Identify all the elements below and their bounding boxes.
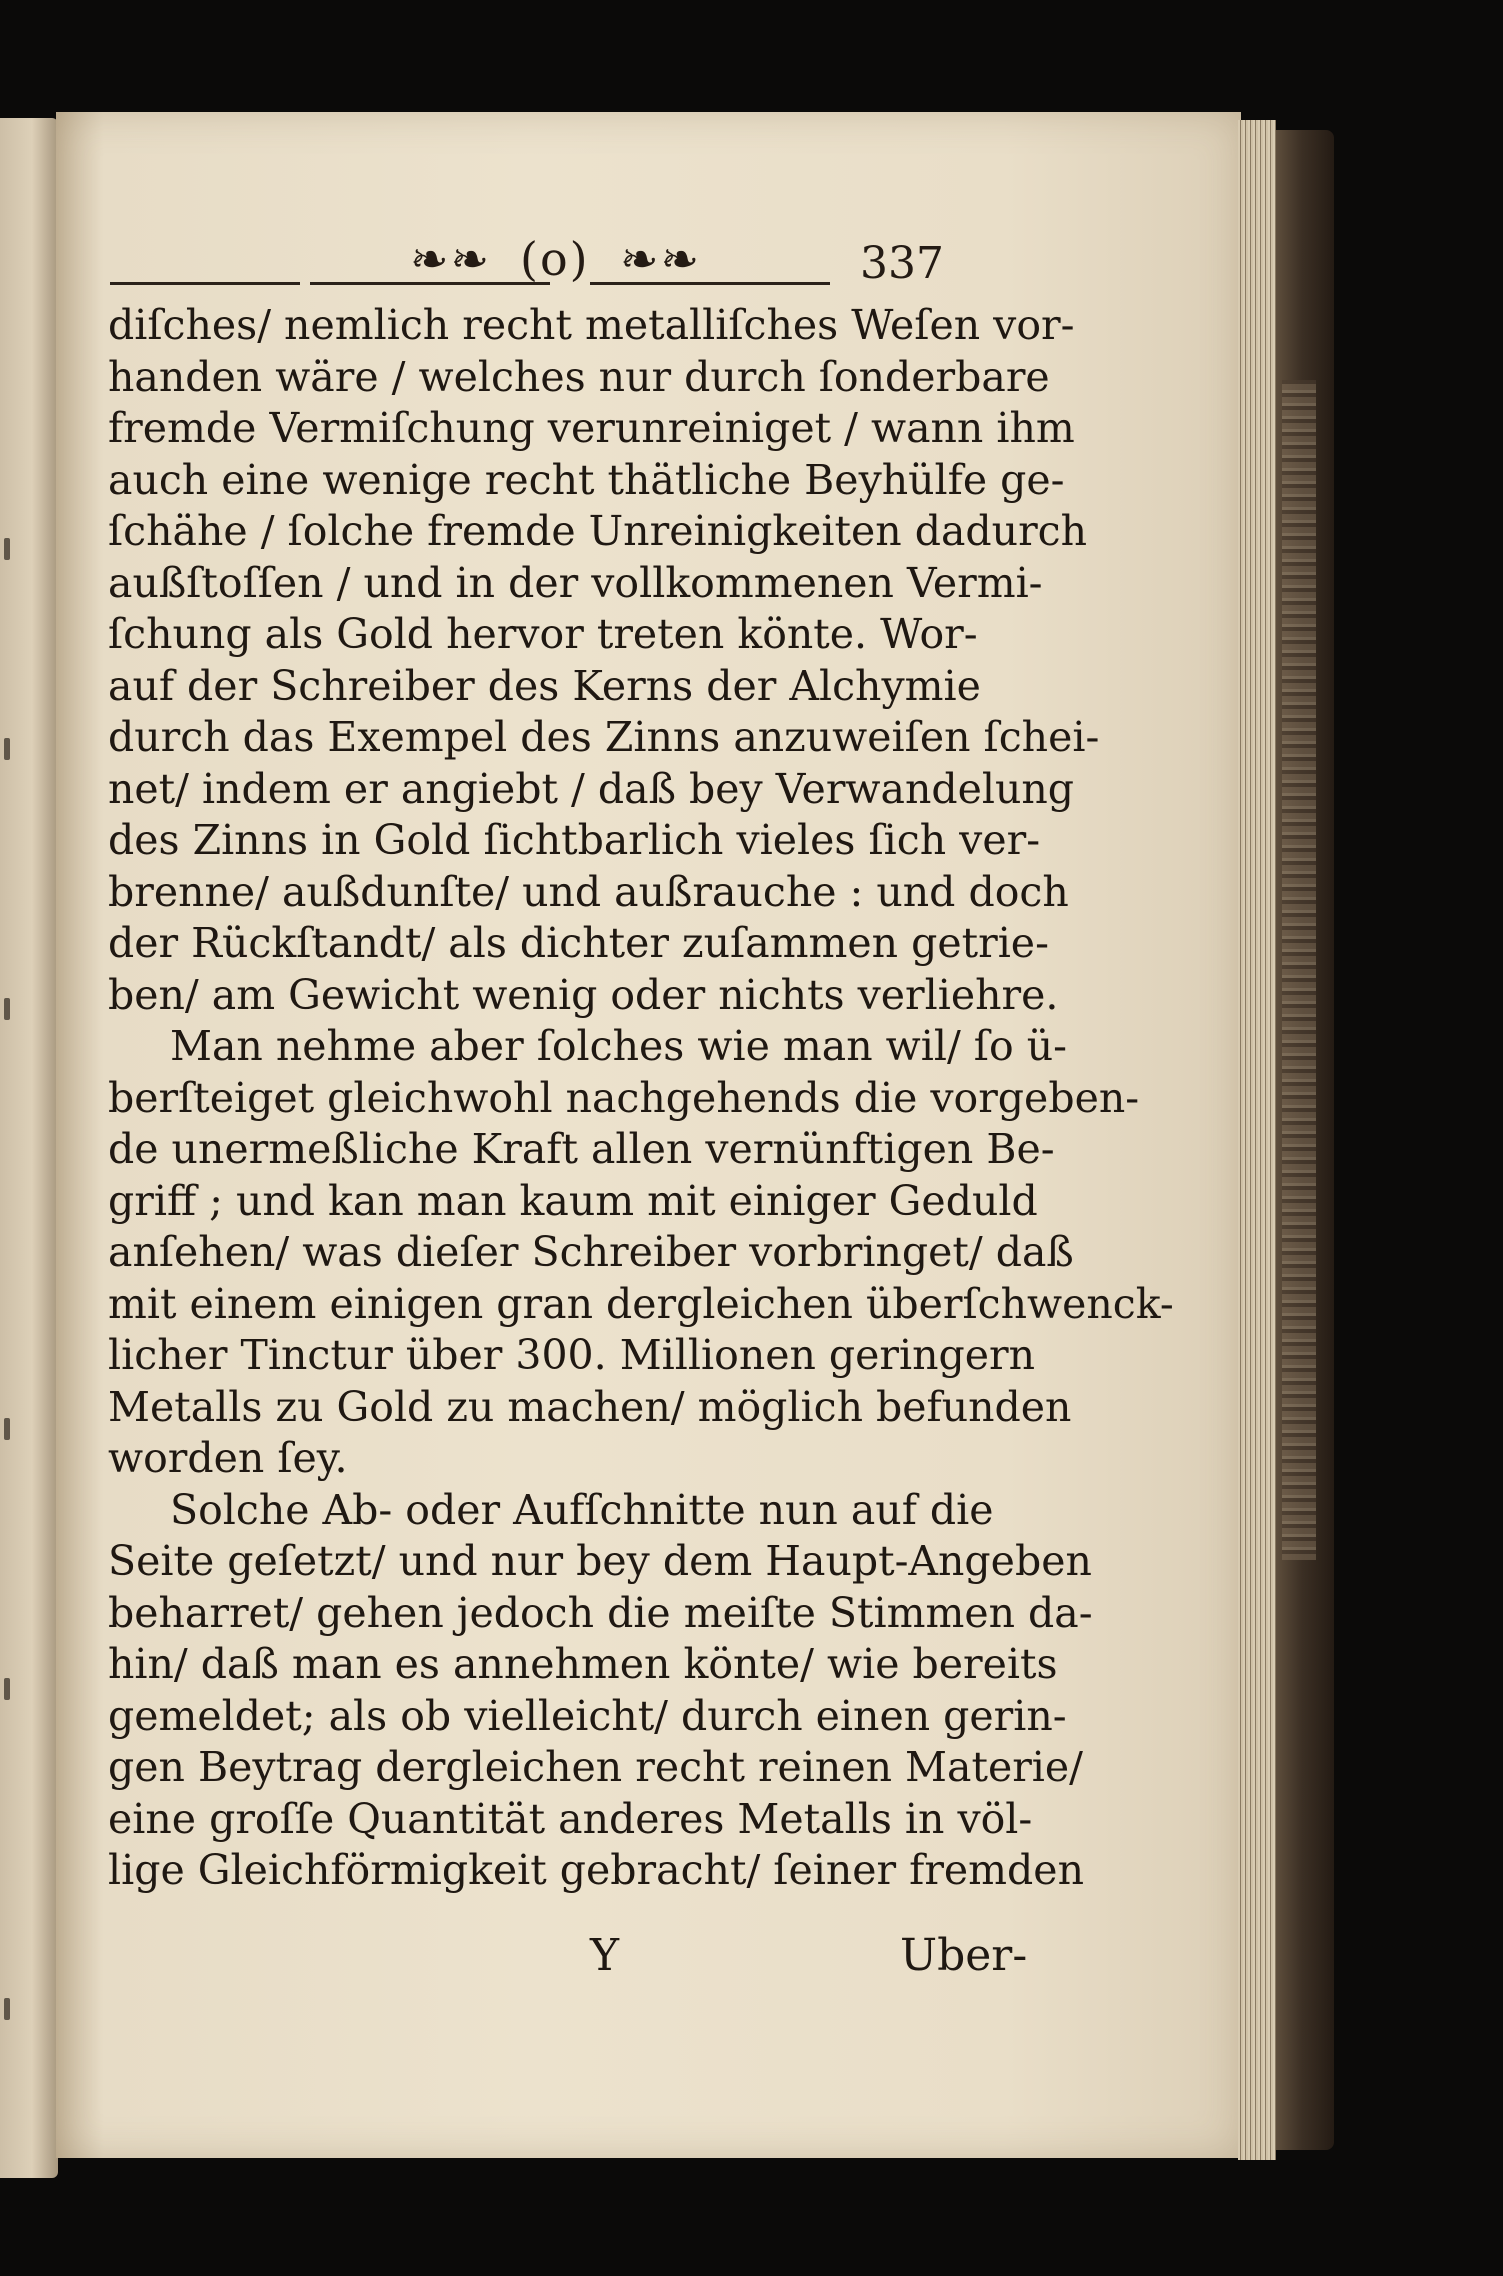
text-line: Metalls zu Gold zu machen/ möglich befunden bbox=[108, 1382, 1072, 1431]
facing-page-edge bbox=[0, 118, 58, 2178]
text-line: Seite geſetzt/ und nur bey dem Haupt-Angeben bbox=[108, 1537, 1092, 1585]
text-line: ſchung als Gold hervor treten könte. Wor- bbox=[108, 610, 978, 658]
facing-page-mark bbox=[4, 538, 10, 560]
header-ornament-left: ❧❧ bbox=[410, 232, 492, 286]
paragraph-start-line: Man nehme aber ſolches wie man wil/ ſo ü- bbox=[170, 1022, 1067, 1070]
text-line: außſtoſſen / und in der vollkommenen Vermi- bbox=[108, 558, 1043, 607]
text-line: handen wäre / welches nur durch ſonderbare bbox=[108, 352, 1050, 401]
text-line: brenne/ außdunſte/ und außrauche : und doch bbox=[108, 867, 1069, 916]
text-line: berſteiget gleichwohl nachgehends die vorgeben- bbox=[108, 1073, 1140, 1122]
text-line: diſches/ nemlich recht metalliſches Weſen vor- bbox=[108, 301, 1075, 349]
text-line: gen Beytrag dergleichen recht reinen Materie/ bbox=[108, 1743, 1083, 1791]
text-line: hin/ daß man es annehmen könte/ wie bereits bbox=[108, 1640, 1058, 1688]
text-line: beharret/ gehen jedoch die meiſte Stimmen da- bbox=[108, 1588, 1093, 1637]
text-line: net/ indem er angiebt / daß bey Verwandelung bbox=[108, 764, 1075, 813]
header-center-mark: (o) bbox=[520, 232, 590, 286]
page-stack-edge bbox=[1238, 120, 1276, 2160]
text-line: de unermeßliche Kraft allen vernünftigen Be- bbox=[108, 1125, 1055, 1173]
text-line: ſchähe / ſolche fremde Unreinigkeiten dadurch bbox=[108, 507, 1088, 555]
text-line: anſehen/ was dieſer Schreiber vorbringet/ daß bbox=[108, 1228, 1074, 1276]
paragraph-start-line: Solche Ab- oder Aufſchnitte nun auf die bbox=[170, 1485, 994, 1534]
facing-page-mark bbox=[4, 738, 10, 760]
text-line: ben/ am Gewicht wenig oder nichts verliehre. bbox=[108, 970, 1059, 1019]
text-line: der Rückſtandt/ als dichter zuſammen getrie- bbox=[108, 919, 1049, 967]
text-line: lige Gleichförmigkeit gebracht/ ſeiner fremden bbox=[108, 1846, 1084, 1894]
facing-page-mark bbox=[4, 1678, 10, 1700]
page-number: 337 bbox=[860, 238, 944, 289]
text-line: des Zinns in Gold ſichtbarlich vieles ſich ver- bbox=[108, 816, 1041, 864]
facing-page-mark bbox=[4, 1418, 10, 1440]
catchword: Uber- bbox=[900, 1930, 1028, 1981]
body-text bbox=[108, 300, 1174, 1897]
spine-wear bbox=[1282, 380, 1316, 1560]
text-line: auch eine wenige recht thätliche Beyhülfe ge- bbox=[108, 455, 1065, 504]
text-line: worden ſey. bbox=[108, 1434, 348, 1482]
text-line: mit einem einigen gran dergleichen überſchwenck- bbox=[108, 1279, 1174, 1328]
text-line: gemeldet; als ob vielleicht/ durch einen gerin- bbox=[108, 1691, 1067, 1740]
facing-page-mark bbox=[4, 998, 10, 1020]
header-ornament-right: ❧❧ bbox=[620, 232, 702, 286]
text-line: licher Tinctur über 300. Millionen geringern bbox=[108, 1331, 1036, 1379]
text-line: fremde Vermiſchung verunreiniget / wann ihm bbox=[108, 404, 1075, 452]
text-line: griff ; und kan man kaum mit einiger Geduld bbox=[108, 1176, 1038, 1225]
facing-page-mark bbox=[4, 1998, 10, 2020]
text-line: durch das Exempel des Zinns anzuweiſen ſchei- bbox=[108, 713, 1100, 761]
text-line: auf der Schreiber des Kerns der Alchymie bbox=[108, 661, 981, 710]
text-line: eine groſſe Quantität anderes Metalls in völ- bbox=[108, 1794, 1033, 1843]
signature-mark: Y bbox=[590, 1930, 620, 1981]
header-rule-left bbox=[110, 282, 300, 285]
